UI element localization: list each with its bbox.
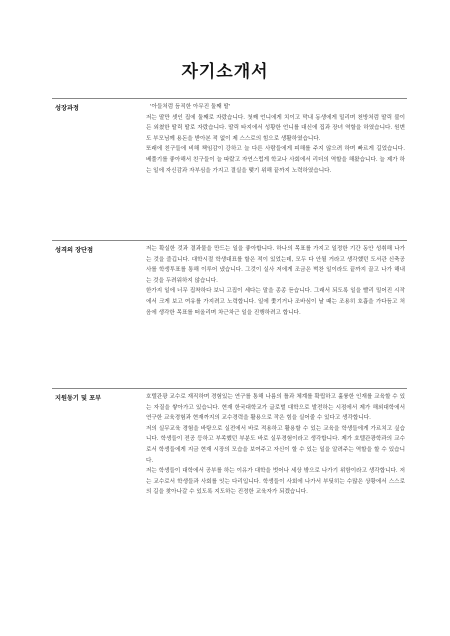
section-body <box>146 102 405 176</box>
section-paragraph: 저의 실무교육 경험을 바탕으로 실전에서 바로 적용하고 활용할 수 있는 교육을 학생들에게 가르치고 싶습니다. 학생들이 전공 등하고 부족했던 부분도 바로 실무경험이라고 생각합니다. 제가 호텔관광학과의 교수로서 학생들에게 지금 현재 시장의 모습을 보여주고 자신이 할 수 있는 일을 알려주는 역할을 할 수 있습니다. <box>146 425 405 464</box>
section-paragraph: 저는 학생들이 대학에서 공부를 하는 이유가 대학을 벗어나 세상 밖으로 나가기 위함이라고 생각합니다. 저는 교수로서 학생들과 사회를 잇는 다리입니다. 학생들이 사회에 나가서 부딪히는 수많은 상황에서 스스로의 길을 찾아나갈 수 있도록 지도하는 진정한 교육자가 되겠습니다. <box>146 468 405 496</box>
section-body <box>146 392 405 498</box>
section-paragraph: '아들처럼 듬직한 아무진 둘째 딸' <box>150 104 231 110</box>
section-motivation <box>52 388 407 589</box>
section-personality <box>52 240 407 369</box>
section-label: 성격의 장단점 <box>55 247 94 254</box>
section-growth <box>52 98 407 221</box>
section-paragraph: 호텔관광 교수로 재직하며 경험있는 연구를 통해 나름의 틀과 체계를 확립하고 훌륭한 인재를 교육할 수 있는 자질을 쌓아가고 있습니다. 현재 한국대학교가 글로벌 대학으로 발전하는 시점에서 제가 해외대학에서 연구한 교육경험과 현재까지의 교수경력을 활용으로 작은 힘을 실어줄 수 있다고 생각합니다. <box>146 394 405 422</box>
document-title: 자기소개서 <box>181 62 269 82</box>
section-label: 지원동기 및 포부 <box>55 395 102 402</box>
section-label: 성장과정 <box>55 105 79 112</box>
section-paragraph: 저는 딸만 셋인 집에 둘째로 자랐습니다. 첫째 언니에게 치이고 막내 동생에게 밀리며 천방처럼 딸릭 불이든 외쳤한 딸릭 딸로 자랐습니다. 딸릭 타지에서 성황한 언니를 대신에 집과 장녀 역할을 하였습니다. 원변도 부모님께 용돈을 받아본 적 없이 제 스스로의 힘으로 생활하였습니다. <box>146 114 405 142</box>
section-paragraph: 한가지 일에 너무 집착하다 보니 고집이 세다는 말을 종종 듣습니다. 그래서 되도록 일을 빨리 밀어진 시작에서 크게 보고 여유를 가지려고 노력합니다. 일에 쫓기거나 조바심이 날 때는 조용히 호흡을 가다듬고 처음에 생각한 목표를 떠올리며 차근차근 일을 진행하려고 합니다. <box>146 288 405 316</box>
section-paragraph: 저는 확실한 것과 결과물을 만드는 일을 좋아합니다. 하나의 목표를 가지고 일정한 기간 동안 성취해 나가는 것을 즐깁니다. 대학시절 학생대표를 할은 적이 있었는데, 모두 다 안될 거라고 생각했던 도서관 신축공사를 학생투표를 통해 이루어 냈습니다. 그것이 실사 저에게 조금은 벅찬 일이라도 끝까지 끌고 나가 해내는 것을 두려워하지 않습니다. <box>146 246 405 284</box>
section-paragraph: 또래에 친구들에 비해 책임감이 강하고 늘 다른 사람들에게 피해를 주지 않으려 하며 빠르게 길었습니다. 베풀기를 좋아해서 친구들이 늘 따랐고 자연스럽게 학교나 사회에서 리더의 역할을 해왔습니다. 늘 제가 하는 일에 자신감과 자부심을 가지고 결실을 맺기 위해 끝까지 노력하였습니다. <box>146 146 405 174</box>
section-body <box>146 244 405 318</box>
